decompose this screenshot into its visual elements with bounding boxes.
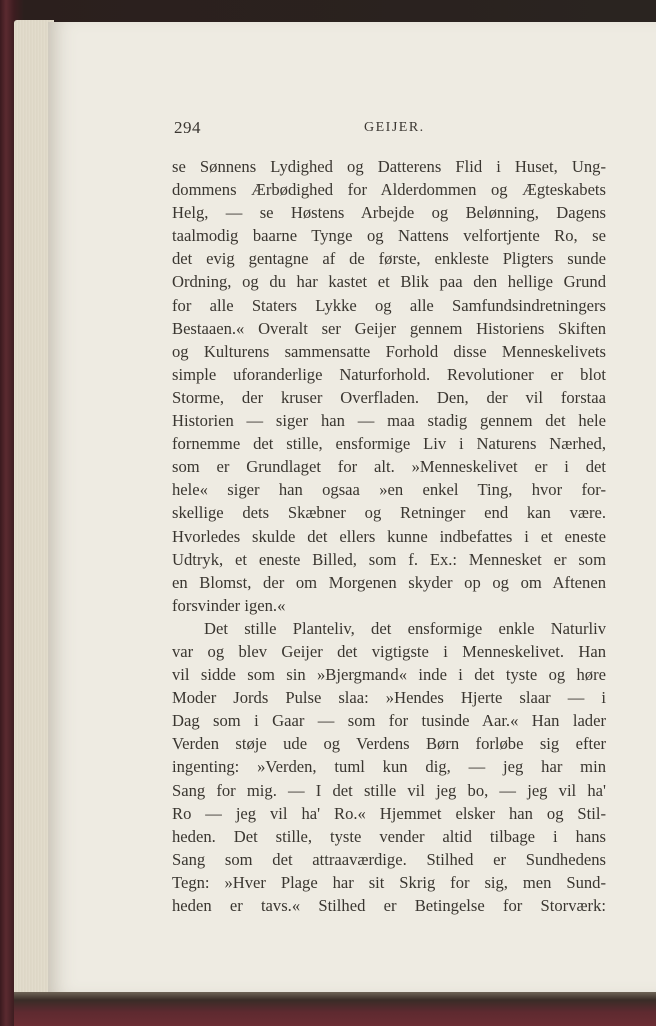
text-line: forsvinder igen.«	[172, 595, 286, 615]
text-line: fornemme det stille, ensformige Liv i Naturens Nærhed,	[172, 434, 606, 454]
text-line: Historien — siger han — maa stadig gennem det hele	[172, 411, 606, 431]
text-line: Sang som det attraaværdige. Stilhed er Sundhedens	[172, 849, 606, 869]
text-line: Helg, — se Høstens Arbejde og Belønning, Dagens	[172, 203, 606, 223]
text-line: Tegn: »Hver Plage har sit Skrig for sig, men Sund-	[172, 872, 606, 892]
book-bottom-edge	[14, 992, 656, 1026]
page-number: 294	[174, 118, 201, 137]
text-line: Ordning, og du har kastet et Blik paa den hellige Grund	[172, 272, 606, 292]
text-line: simple uforanderlige Naturforhold. Revolutioner er blot	[172, 364, 606, 384]
text-line: Storme, der kruser Overfladen. Den, der vil forstaa	[172, 387, 606, 407]
text-line: Det stille Planteliv, det ensformige enkle Naturliv	[204, 618, 606, 638]
text-line: var og blev Geijer det vigtigste i Menneskelivet. Han	[172, 641, 606, 661]
running-head: GEIJER.	[364, 120, 425, 135]
body-text	[172, 155, 606, 917]
text-line: og Kulturens sammensatte Forhold disse Menneskelivets	[172, 341, 606, 361]
text-line: Sang for mig. — I det stille vil jeg bo, — jeg vil ha'	[172, 780, 606, 800]
text-line: en Blomst, der om Morgenen skyder op og om Aftenen	[172, 572, 606, 592]
text-line: ingenting: »Verden, tuml kun dig, — jeg har min	[172, 757, 606, 777]
text-line: heden er tavs.« Stilhed er Betingelse for Storværk:	[172, 896, 606, 915]
text-line: Hvorledes skulde det ellers kunne indbefattes i et eneste	[172, 526, 606, 546]
text-line: taalmodig baarne Tynge og Nattens velfortjente Ro, se	[172, 226, 606, 246]
text-line: skellige dets Skæbner og Retninger end kan være.	[172, 503, 606, 523]
text-line: for alle Staters Lykke og alle Samfundsindretningers	[172, 295, 606, 315]
text-line: se Sønnens Lydighed og Datterens Flid i Huset, Ung-	[172, 157, 606, 176]
text-line: Dag som i Gaar — som for tusinde Aar.« Han lader	[172, 711, 606, 731]
text-line: Udtryk, et eneste Billed, som f. Ex.: Mennesket er som	[172, 549, 606, 569]
text-line: hele« siger han ogsaa »en enkel Ting, hvor for-	[172, 480, 606, 500]
text-line: som er Grundlaget for alt. »Menneskelivet er i det	[172, 457, 606, 477]
text-line: Ro — jeg vil ha' Ro.« Hjemmet elsker han og Stil-	[172, 803, 606, 823]
text-line: Bestaaen.« Overalt ser Geijer gennem Historiens Skiften	[172, 318, 606, 338]
text-line: heden. Det stille, tyste vender altid tilbage i hans	[172, 826, 606, 846]
text-line: Moder Jords Pulse slaa: »Hendes Hjerte slaar — i	[172, 688, 606, 708]
text-line: det evig gentagne af de første, enkleste Pligters sunde	[172, 249, 606, 269]
text-line: Verden støje ude og Verdens Børn forløbe sig efter	[172, 734, 606, 754]
text-line: dommens Ærbødighed for Alderdommen og Ægteskabets	[172, 180, 606, 200]
text-line: vil sidde som sin »Bjergmand« inde i det tyste og høre	[172, 665, 606, 685]
page-header	[174, 118, 606, 138]
